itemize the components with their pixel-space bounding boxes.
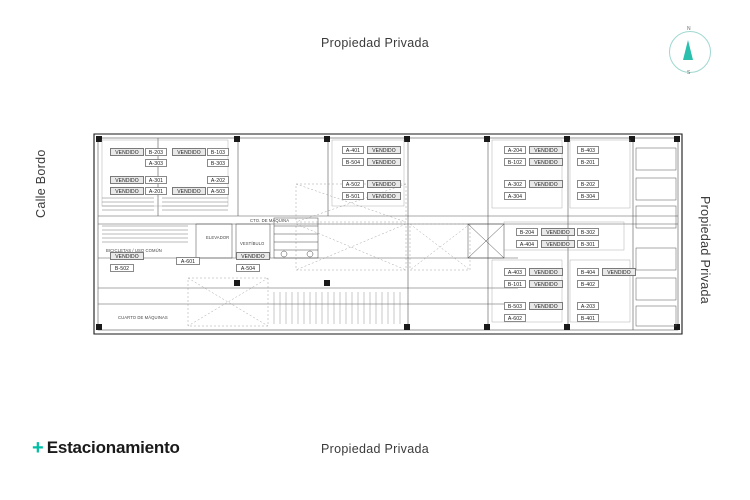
unit-chip-sold[interactable]: VENDIDO	[529, 302, 563, 310]
unit-chip[interactable]: B-404	[577, 268, 599, 276]
unit-chip[interactable]: A-601	[176, 257, 200, 265]
unit-chip-sold[interactable]: VENDIDO	[602, 268, 636, 276]
unit-chip[interactable]: B-102	[504, 158, 526, 166]
plan-note: CTO. DE MÁQUINA	[250, 218, 290, 223]
unit-chip-sold[interactable]: VENDIDO	[529, 180, 563, 188]
plan-note: CUARTO DE MÁQUINAS	[118, 315, 168, 320]
unit-chip-sold[interactable]: VENDIDO	[110, 176, 144, 184]
unit-chip-sold[interactable]: VENDIDO	[236, 252, 270, 260]
unit-chip[interactable]: A-401	[342, 146, 364, 154]
unit-chip-sold[interactable]: VENDIDO	[529, 158, 563, 166]
compass-south-label: S	[687, 70, 691, 76]
plan-note: VESTÍBULO	[240, 241, 265, 246]
compass-icon	[666, 28, 712, 74]
unit-chip-sold[interactable]: VENDIDO	[367, 180, 401, 188]
unit-chip[interactable]: A-302	[504, 180, 526, 188]
unit-chip-sold[interactable]: VENDIDO	[110, 187, 144, 195]
footer-logo	[32, 438, 180, 458]
bottom-boundary-label: Propiedad Privada	[321, 442, 429, 456]
unit-chip-sold[interactable]: VENDIDO	[541, 240, 575, 248]
unit-chip-sold[interactable]: VENDIDO	[529, 280, 563, 288]
unit-chip[interactable]: B-204	[516, 228, 538, 236]
left-boundary-label: Calle Bordo	[34, 149, 48, 218]
unit-chip-sold[interactable]: VENDIDO	[172, 148, 206, 156]
plan-note: BICICLETAS / USO COMÚN	[106, 248, 162, 253]
unit-chip[interactable]: A-301	[145, 176, 167, 184]
right-boundary-label: Propiedad Privada	[698, 196, 712, 304]
unit-chip-sold[interactable]: VENDIDO	[541, 228, 575, 236]
unit-chip[interactable]: A-204	[504, 146, 526, 154]
unit-chip[interactable]: B-303	[207, 159, 229, 167]
top-boundary-label: Propiedad Privada	[321, 36, 429, 50]
unit-chip[interactable]: B-503	[504, 302, 526, 310]
unit-chip[interactable]: A-304	[504, 192, 526, 200]
plus-icon: +	[32, 437, 44, 459]
plan-note: ELEVADOR	[206, 235, 230, 240]
unit-chip-sold[interactable]: VENDIDO	[529, 268, 563, 276]
unit-chip[interactable]: A-202	[207, 176, 229, 184]
unit-chip[interactable]: A-504	[236, 264, 260, 272]
unit-chip[interactable]: B-301	[577, 240, 599, 248]
unit-chip[interactable]: B-502	[110, 264, 134, 272]
unit-chip[interactable]: A-404	[516, 240, 538, 248]
unit-chip-sold[interactable]: VENDIDO	[529, 146, 563, 154]
unit-chip[interactable]: A-503	[207, 187, 229, 195]
compass-needle	[683, 40, 693, 60]
unit-chip[interactable]: A-502	[342, 180, 364, 188]
unit-chip[interactable]: B-201	[577, 158, 599, 166]
unit-chip[interactable]: B-501	[342, 192, 364, 200]
unit-chip[interactable]: A-403	[504, 268, 526, 276]
unit-chip[interactable]: A-602	[504, 314, 526, 322]
unit-chip[interactable]: B-302	[577, 228, 599, 236]
unit-chip[interactable]: B-202	[577, 180, 599, 188]
unit-chip-sold[interactable]: VENDIDO	[367, 192, 401, 200]
unit-chip[interactable]: B-101	[504, 280, 526, 288]
unit-chip-sold[interactable]: VENDIDO	[367, 146, 401, 154]
unit-chip-sold[interactable]: VENDIDO	[172, 187, 206, 195]
footer-logo-label: Estacionamiento	[46, 438, 180, 457]
unit-chip-sold[interactable]: VENDIDO	[110, 148, 144, 156]
unit-chip[interactable]: A-303	[145, 159, 167, 167]
unit-chip[interactable]: B-504	[342, 158, 364, 166]
unit-chip[interactable]: B-402	[577, 280, 599, 288]
unit-chip-sold[interactable]: VENDIDO	[367, 158, 401, 166]
unit-chip[interactable]: B-401	[577, 314, 599, 322]
unit-chip[interactable]: B-403	[577, 146, 599, 154]
plan-drawing	[88, 128, 688, 340]
unit-chip-sold[interactable]: VENDIDO	[110, 252, 144, 260]
unit-chip[interactable]: B-304	[577, 192, 599, 200]
unit-chip[interactable]: B-103	[207, 148, 229, 156]
compass-north-label: N	[687, 26, 691, 32]
unit-chip[interactable]: B-203	[145, 148, 167, 156]
unit-chip[interactable]: A-203	[577, 302, 599, 310]
unit-chip[interactable]: A-201	[145, 187, 167, 195]
